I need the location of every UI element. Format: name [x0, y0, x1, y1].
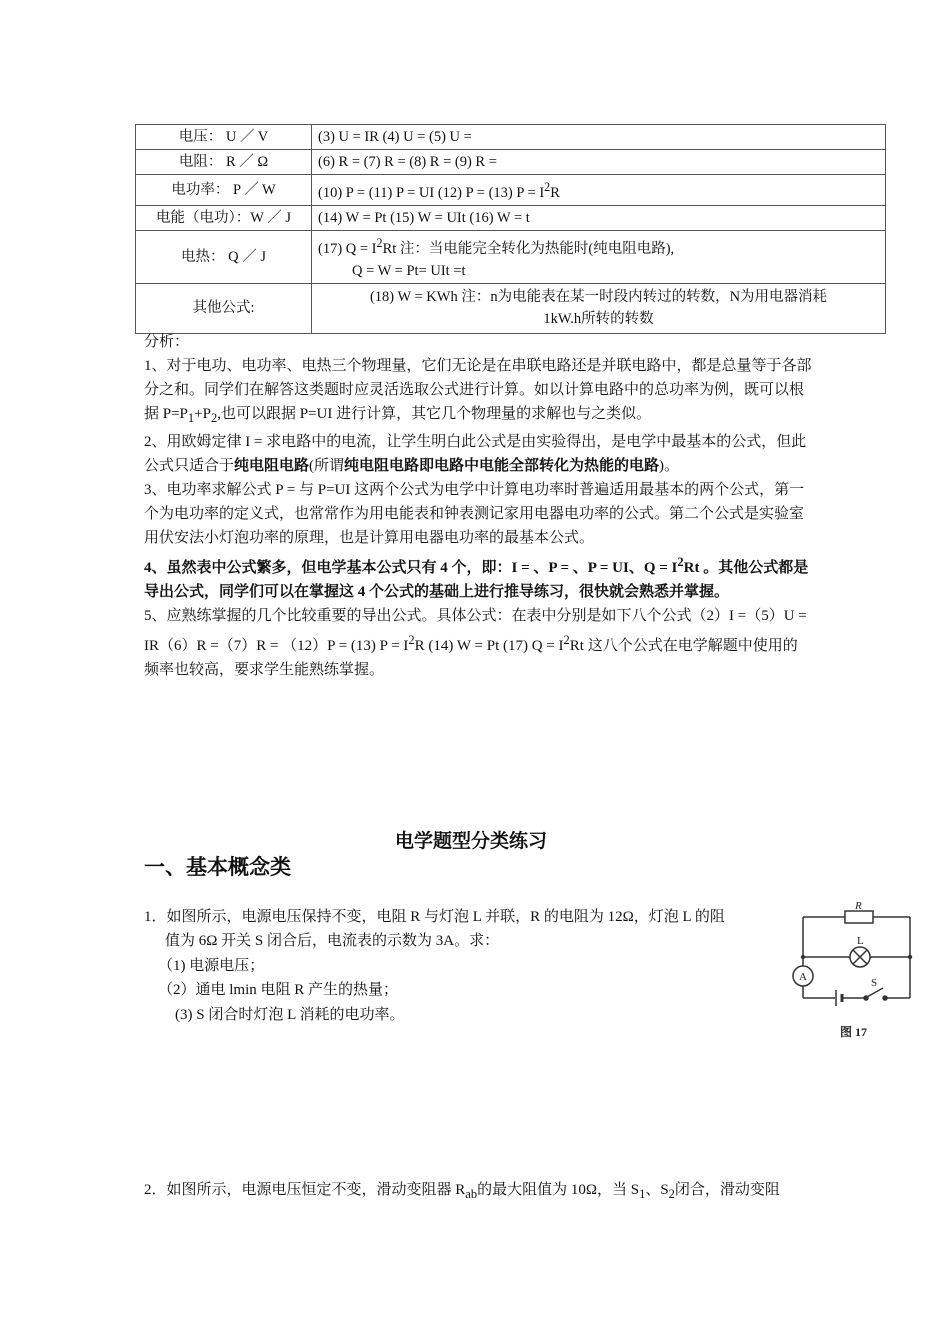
- question-2-line1: 2．如图所示，电源电压恒定不变，滑动变阻器 $R_{ab}$的最大阻值为 10Ω，当 $S_1$、$S_2$闭合，滑动变阻: [144, 1182, 780, 1201]
- question-1-line2: 值为 6Ω 开关 S 闭合后，电流表的示数为 3A。求：: [165, 933, 500, 949]
- table-row: [136, 125, 886, 150]
- row-label: 电热： Q ／ J: [136, 230, 312, 283]
- analysis-point-2: 2、用欧姆定律 I = 求电路中的电流，让学生明白此公式是由实验得出，是电学中最基本的公式，但此公式只适合于纯电阻电路(所谓纯电阻电路即电路中电能全部转化为热能的电路)。: [144, 434, 807, 474]
- analysis-section: [144, 330, 812, 682]
- table-row: [136, 175, 886, 206]
- row-formulas: (18) W = KWh 注：n为电能表在某一时段内转过的转数，N为用电器消耗 1kW.h所转的转数: [312, 283, 886, 333]
- section-title: 电学题型分类练习: [395, 830, 548, 852]
- analysis-point-5: 5、应熟练掌握的几个比较重要的导出公式。具体公式：在表中分别是如下八个公式（2）I =（5）U = IR（6）R =（7）R = （12）P = (13) $P = I^2R$ (14) W = Pt (17) $Q = I^2Rt$ 这八个公式在电学解题中使用的频率也较高，要求学生能熟练掌握。: [144, 608, 807, 678]
- question-1-sub2: （2）通电 lmin 电阻 R 产生的热量；: [158, 982, 399, 998]
- row-formulas: (10) P = (11) P = UI (12) P = (13) $P = I^2R$: [312, 175, 886, 206]
- switch-s-symbol: [867, 988, 883, 997]
- table-row: [136, 150, 886, 175]
- row-formulas: (3) U = IR (4) U = (5) U =: [312, 125, 886, 150]
- analysis-point-1: 1、对于电功、电功率、电热三个物理量，它们无论是在串联电路还是并联电路中，都是总量等于各部分之和。同学们在解答这类题时应灵活选取公式进行计算。如以计算电路中的总功率为例，既可以根据 $P=P_1+P_2$,也可以跟据 P=UI 进行计算，其它几个物理量的求解也与之类似。: [144, 358, 812, 425]
- row-formulas: (14) W = Pt (15) W = UIt (16) W = t: [312, 205, 886, 230]
- label-s: S: [871, 977, 878, 989]
- analysis-point-4: 4、虽然表中公式繁多，但电学基本公式只有 4 个，即：I = 、P = 、P = UI、$Q = I^2Rt$ 。其他公式都是导出公式，同学们可以在掌握这 4 个公式的基础上进行推导练习，很快就会熟悉并掌握。: [144, 555, 809, 600]
- subsection-title: 一、基本概念类: [144, 855, 291, 879]
- formula-table: [135, 124, 886, 334]
- row-formulas: (17) $Q = I^2Rt$ 注：当电能完全转化为热能时(纯电阻电路), Q = W = Pt= UIt =t: [312, 230, 886, 283]
- analysis-title: 分析：: [144, 334, 190, 350]
- row-label: 电压： U ／ V: [136, 125, 312, 150]
- figure-caption: 图 17: [840, 1025, 868, 1039]
- question-1-sub1: （1) 电源电压；: [158, 958, 265, 974]
- table-row: [136, 283, 886, 333]
- resistor-r-symbol: [845, 911, 873, 923]
- label-a: A: [799, 971, 807, 983]
- question-1-line1: 1．如图所示，电源电压保持不变，电阻 R 与灯泡 L 并联，R 的电阻为 12Ω，灯泡 L 的阻: [144, 909, 725, 925]
- table-row: [136, 205, 886, 230]
- analysis-point-3: 3、电功率求解公式 P = 与 P=UI 这两个公式为电学中计算电功率时普遍适用最基本的两个公式，第一个为电功率的定义式，也常常作为用电能表和钟表测记家用电器电功率的公式。第二个公式是实验室用伏安法小灯泡功率的原理，也是计算用电器电功率的最基本公式。: [144, 482, 805, 546]
- table-row: [136, 230, 886, 283]
- question-1-sub3: (3) S 闭合时灯泡 L 消耗的电功率。: [175, 1007, 405, 1023]
- row-label: 电功率： P ／ W: [136, 175, 312, 206]
- label-r: R: [855, 900, 862, 912]
- circuit-figure-17: [788, 900, 918, 1045]
- label-l: L: [857, 935, 864, 947]
- row-label: 电阻： R ／ Ω: [136, 150, 312, 175]
- row-label: 电能（电功）：W ／ J: [136, 205, 312, 230]
- row-formulas: (6) R = (7) R = (8) R = (9) R =: [312, 150, 886, 175]
- row-label: 其他公式:: [136, 283, 312, 333]
